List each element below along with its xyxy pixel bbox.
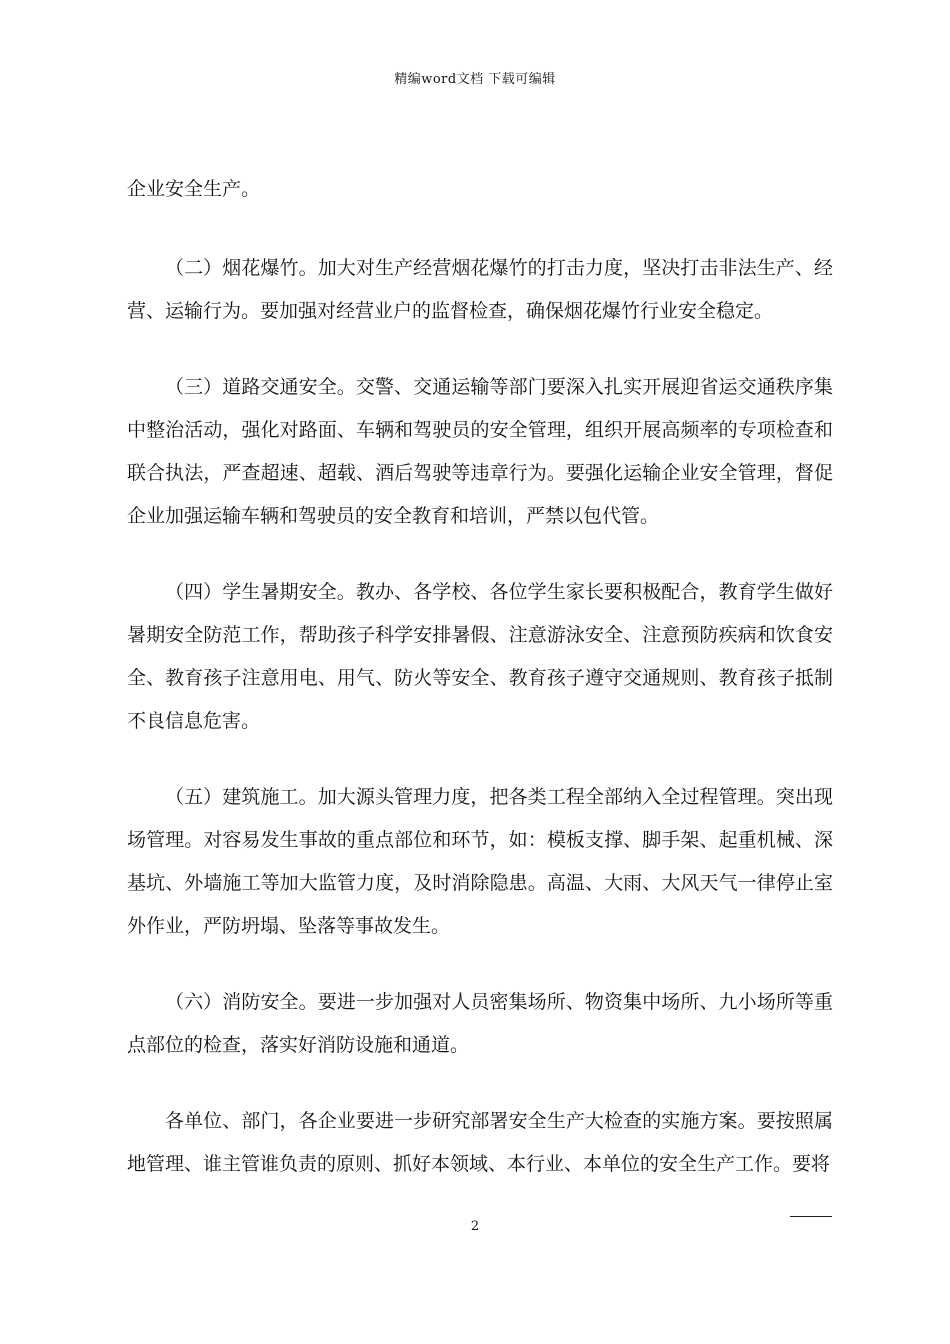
paragraph-continuation: 企业安全生产。 xyxy=(127,178,261,200)
paragraph-construction: （五）建筑施工。加大源头管理力度，把各类工程全部纳入全过程管理。突出现场管理。对容易发生事故的重点部位和环节，如：模板支撑、脚手架、起重机械、深基坑、外墙施工等加大监管力度，及时消除隐患。高温、大雨、大风天气一律停止室外作业，严防坍塌、坠落等事故发生。 xyxy=(127,786,833,937)
paragraph-road-traffic: （三）道路交通安全。交警、交通运输等部门要深入扎实开展迎省运交通秩序集中整治活动，强化对路面、车辆和驾驶员的安全管理，组织开展高频率的专项检查和联合执法，严查超速、超载、酒后驾驶等违章行为。要强化运输企业安全管理，督促企业加强运输车辆和驾驶员的安全教育和培训，严禁以包代管。 xyxy=(127,376,833,527)
paragraph-units-departments: 各单位、部门，各企业要进一步研究部署安全生产大检查的实施方案。要按照属地管理、谁主管谁负责的原则、抓好本领域、本行业、本单位的安全生产工作。要将 xyxy=(127,1110,833,1175)
paragraph-fire-safety: （六）消防安全。要进一步加强对人员密集场所、物资集中场所、九小场所等重点部位的检查，落实好消防设施和通道。 xyxy=(127,991,833,1056)
footer-rule xyxy=(790,1216,832,1217)
document-body xyxy=(127,168,833,1219)
paragraph-student-summer: （四）学生暑期安全。教办、各学校、各位学生家长要积极配合，教育学生做好暑期安全防范工作，帮助孩子科学安排暑假、注意游泳安全、注意预防疾病和饮食安全、教育孩子注意用电、用气、防火等安全、教育孩子遵守交通规则、教育孩子抵制不良信息危害。 xyxy=(127,581,833,732)
paragraph-fireworks: （二）烟花爆竹。加大对生产经营烟花爆竹的打击力度，坚决打击非法生产、经营、运输行为。要加强对经营业户的监督检查，确保烟花爆竹行业安全稳定。 xyxy=(127,257,833,322)
page-number: 2 xyxy=(470,1219,480,1234)
page-header: 精编word文档 下载可编辑 xyxy=(394,72,556,87)
